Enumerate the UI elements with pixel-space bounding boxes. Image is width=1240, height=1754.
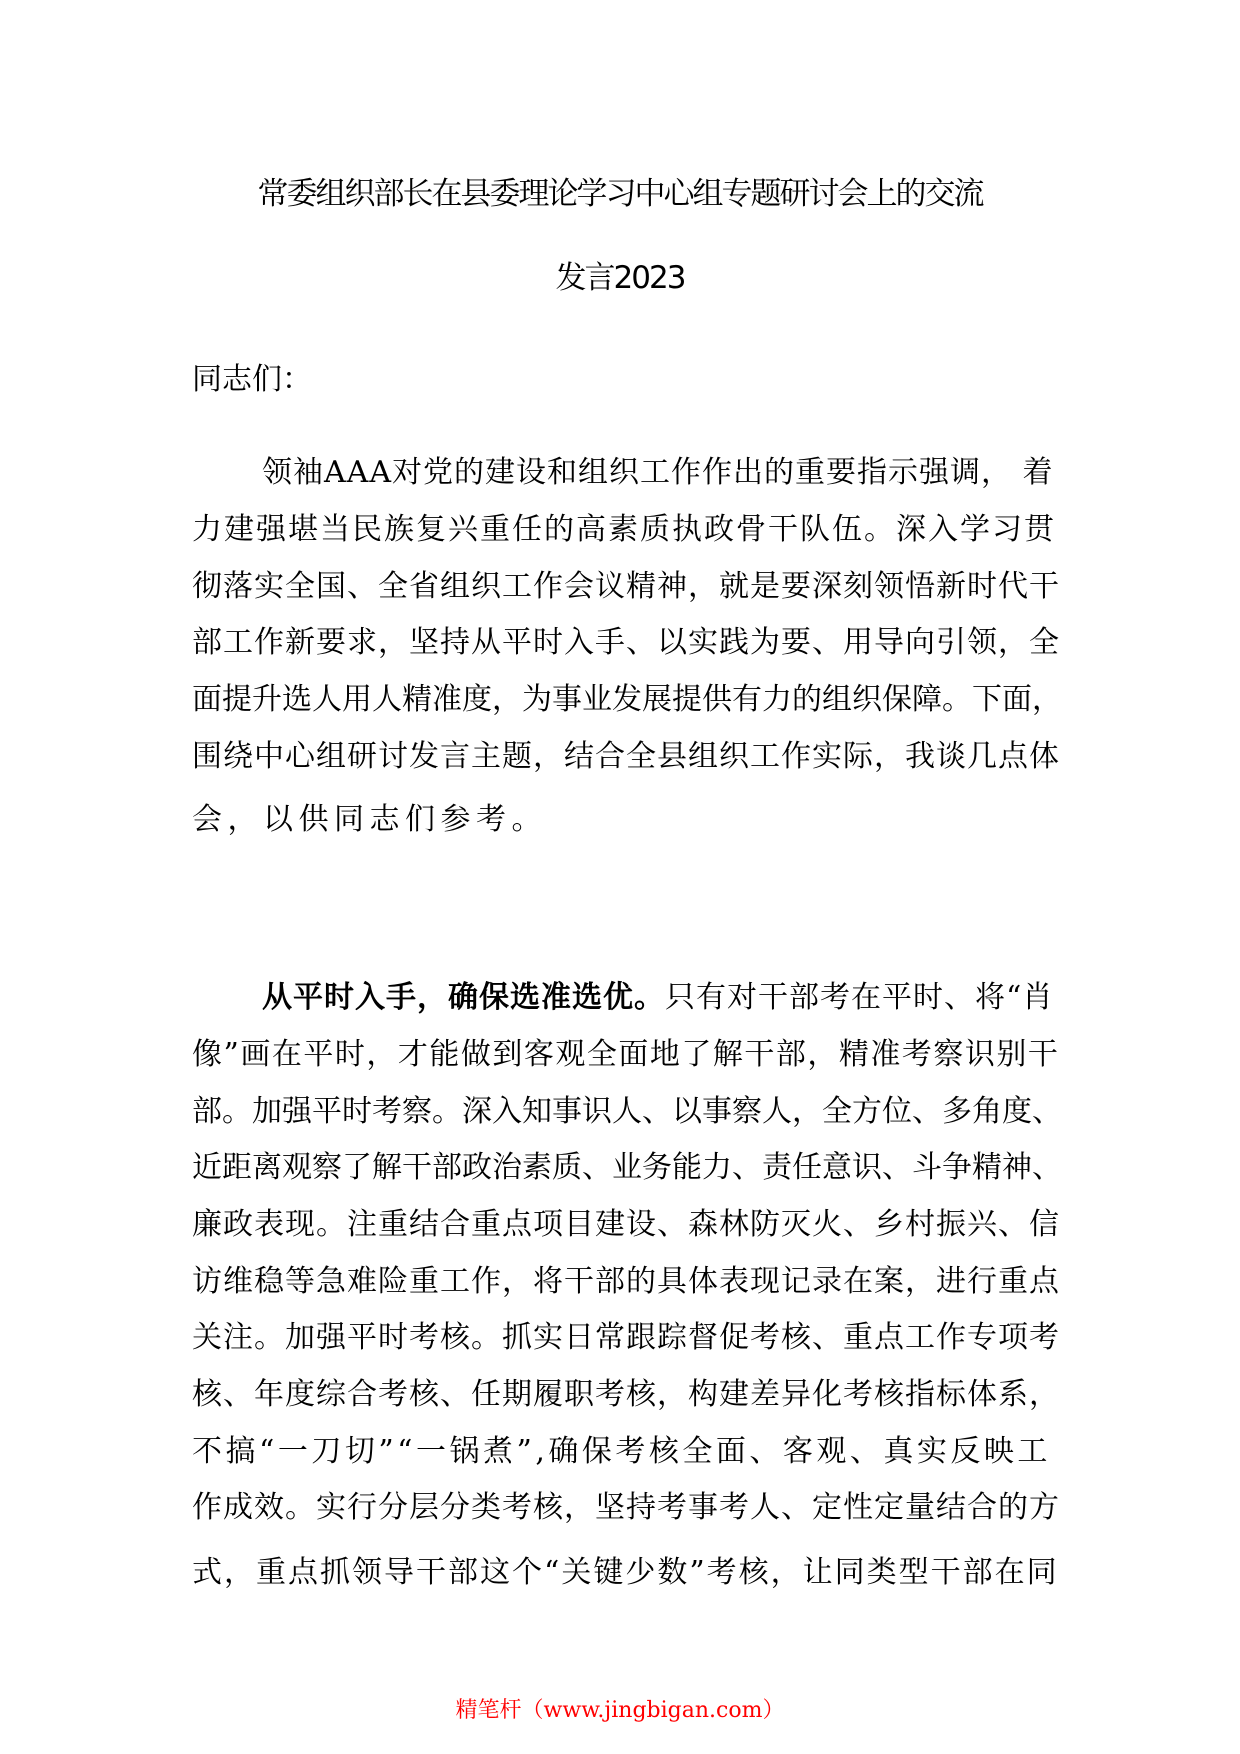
paragraph-1-line: 彻落实全国、全省组织工作会议精神，就是要深刻领悟新时代干 [192, 569, 1060, 604]
paragraph-2-line: 式，重点抓领导干部这个“关键少数”考核，让同类型干部在同 [192, 1555, 1059, 1590]
paragraph-1-line: 面提升选人用人精准度，为事业发展提供有力的组织保障。下面， [192, 682, 1062, 717]
paragraph-2-line: 近距离观察了解干部政治素质、业务能力、责任意识、斗争精神、 [192, 1150, 1062, 1185]
paragraph-2-line: 关注。加强平时考核。抓实日常跟踪督促考核、重点工作专项考 [192, 1320, 1060, 1355]
paragraph-2-first-line [262, 978, 1062, 1018]
paragraph-1-line: 围绕中心组研讨发言主题，结合全县组织工作实际，我谈几点体 [192, 739, 1060, 774]
paragraph-2-line: 核、年度综合考核、任期履职考核，构建差异化考核指标体系， [192, 1377, 1060, 1412]
footer-watermark: 精笔杆（www.jingbigan.com） [455, 1698, 785, 1723]
paragraph-1-line: 部工作新要求，坚持从平时入手、以实践为要、用导向引领，全 [192, 625, 1060, 660]
paragraph-1-line: 会，以供同志们参考。 [192, 802, 547, 837]
paragraph-2-line: 不搞“一刀切”“一锅煮”,确保考核全面、客观、真实反映工 [192, 1434, 1051, 1469]
paragraph-2-line: 廉政表现。注重结合重点项目建设、森林防灭火、乡村振兴、信 [192, 1207, 1060, 1242]
paragraph-2-line: 部。加强平时考察。深入知事识人、以事察人，全方位、多角度、 [192, 1094, 1062, 1129]
paragraph-2-line: 作成效。实行分层分类考核，坚持考事考人、定性定量结合的方 [192, 1490, 1060, 1525]
paragraph-2-heading: 从平时入手，确保选准选优。 [262, 980, 665, 1015]
paragraph-2-first-line-text: 只有对干部考在平时、将“肖 [665, 980, 1054, 1015]
salutation: 同志们： [192, 362, 312, 397]
paragraph-1-line: 力建强堪当民族复兴重任的高素质执政骨干队伍。深入学习贯 [192, 512, 1056, 547]
paragraph-1-line: 领袖AAA对党的建设和组织工作作出的重要指示强调， 着 [262, 455, 1054, 490]
paragraph-2-line: 访维稳等急难险重工作，将干部的具体表现记录在案，进行重点 [192, 1264, 1060, 1299]
paragraph-2-line: 像”画在平时，才能做到客观全面地了解干部，精准考察识别干 [192, 1037, 1060, 1072]
document-title-line-1: 常委组织部长在县委理论学习中心组专题研讨会上的交流 [257, 176, 983, 212]
document-title-line-2: 发言2023 [555, 260, 685, 296]
